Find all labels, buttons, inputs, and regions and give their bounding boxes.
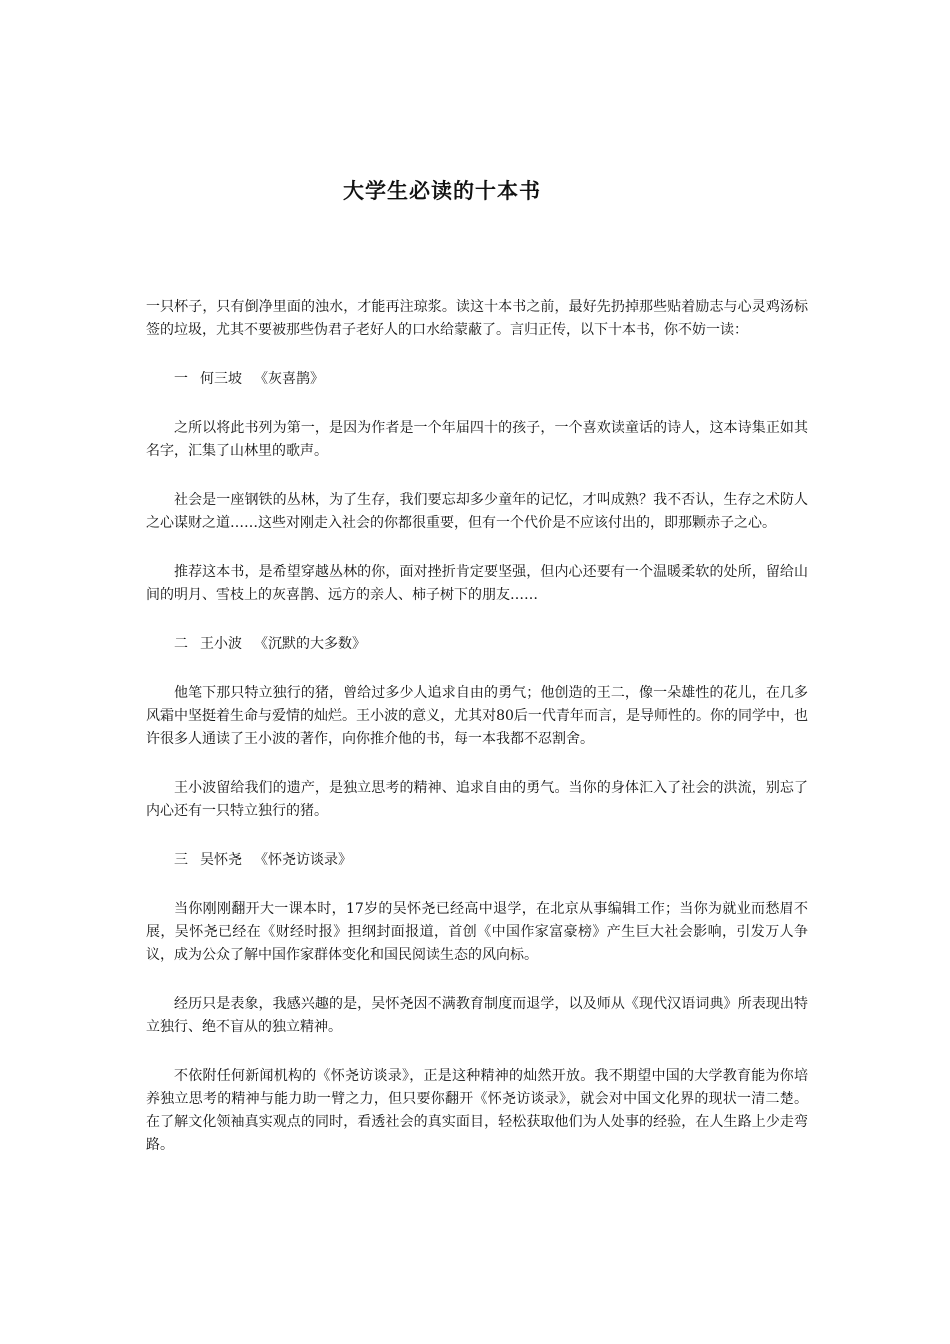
section-number: 一 xyxy=(174,371,188,387)
section-heading-1 xyxy=(146,368,808,391)
body-paragraph: 不依附任何新闻机构的《怀尧访谈录》，正是这种精神的灿然开放。我不期望中国的大学教育能为你培养独立思考的精神与能力助一臂之力，但只要你翻开《怀尧访谈录》，就会对中国文化界的现状一清二楚。在了解文化领袖真实观点的同时，看透社会的真实面目，轻松获取他们为人处事的经验，在人生路上少走弯路。 xyxy=(146,1068,808,1153)
section-heading-3 xyxy=(146,849,808,872)
body-paragraph: 社会是一座钢铁的丛林，为了生存，我们要忘却多少童年的记忆，才叫成熟？我不否认，生存之术防人之心谋财之道……这些对刚走入社会的你都很重要，但有一个代价是不应该付出的，即那颗赤子之心。 xyxy=(146,492,808,531)
intro-paragraph: 一只杯子，只有倒净里面的浊水，才能再注琼浆。读这十本书之前，最好先扔掉那些贴着励志与心灵鸡汤标签的垃圾，尤其不要被那些伪君子老好人的口水给蒙蔽了。言归正传，以下十本书，你不妨一读： xyxy=(146,299,808,338)
body-paragraph: 王小波留给我们的遗产，是独立思考的精神、追求自由的勇气。当你的身体汇入了社会的洪流，别忘了内心还有一只特立独行的猪。 xyxy=(146,780,808,819)
body-paragraph: 当你刚刚翻开大一课本时，17岁的吴怀尧已经高中退学，在北京从事编辑工作；当你为就业而愁眉不展，吴怀尧已经在《财经时报》担纲封面报道，首创《中国作家富豪榜》产生巨大社会影响，引发万人争议，成为公众了解中国作家群体变化和国民阅读生态的风向标。 xyxy=(146,901,808,963)
section-book: 《灰喜鹊》 xyxy=(254,371,324,387)
body-paragraph: 之所以将此书列为第一，是因为作者是一个年届四十的孩子，一个喜欢读童话的诗人，这本诗集正如其名字，汇集了山林里的歌声。 xyxy=(146,420,808,459)
section-number: 二 xyxy=(174,636,188,652)
section-book: 《沉默的大多数》 xyxy=(254,636,366,652)
body-paragraph: 他笔下那只特立独行的猪，曾给过多少人追求自由的勇气；他创造的王二，像一朵雄性的花儿，在几多风霜中坚挺着生命与爱情的灿烂。王小波的意义，尤其对80后一代青年而言，是导师性的。你的同学中，也许很多人通读了王小波的著作，向你推介他的书，每一本我都不忍割舍。 xyxy=(146,685,808,747)
section-author: 何三坡 xyxy=(200,371,242,387)
section-heading-2 xyxy=(146,633,808,656)
section-book: 《怀尧访谈录》 xyxy=(254,852,352,868)
document-body xyxy=(146,296,808,1183)
body-paragraph: 经历只是表象，我感兴趣的是，吴怀尧因不满教育制度而退学，以及师从《现代汉语词典》所表现出特立独行、绝不盲从的独立精神。 xyxy=(146,996,808,1035)
section-author: 王小波 xyxy=(200,636,242,652)
body-paragraph: 推荐这本书，是希望穿越丛林的你，面对挫折肯定要坚强，但内心还要有一个温暖柔软的处所，留给山间的明月、雪枝上的灰喜鹊、远方的亲人、柿子树下的朋友…… xyxy=(146,564,808,603)
page-title: 大学生必读的十本书 xyxy=(343,179,541,203)
section-author: 吴怀尧 xyxy=(200,852,242,868)
section-number: 三 xyxy=(174,852,188,868)
